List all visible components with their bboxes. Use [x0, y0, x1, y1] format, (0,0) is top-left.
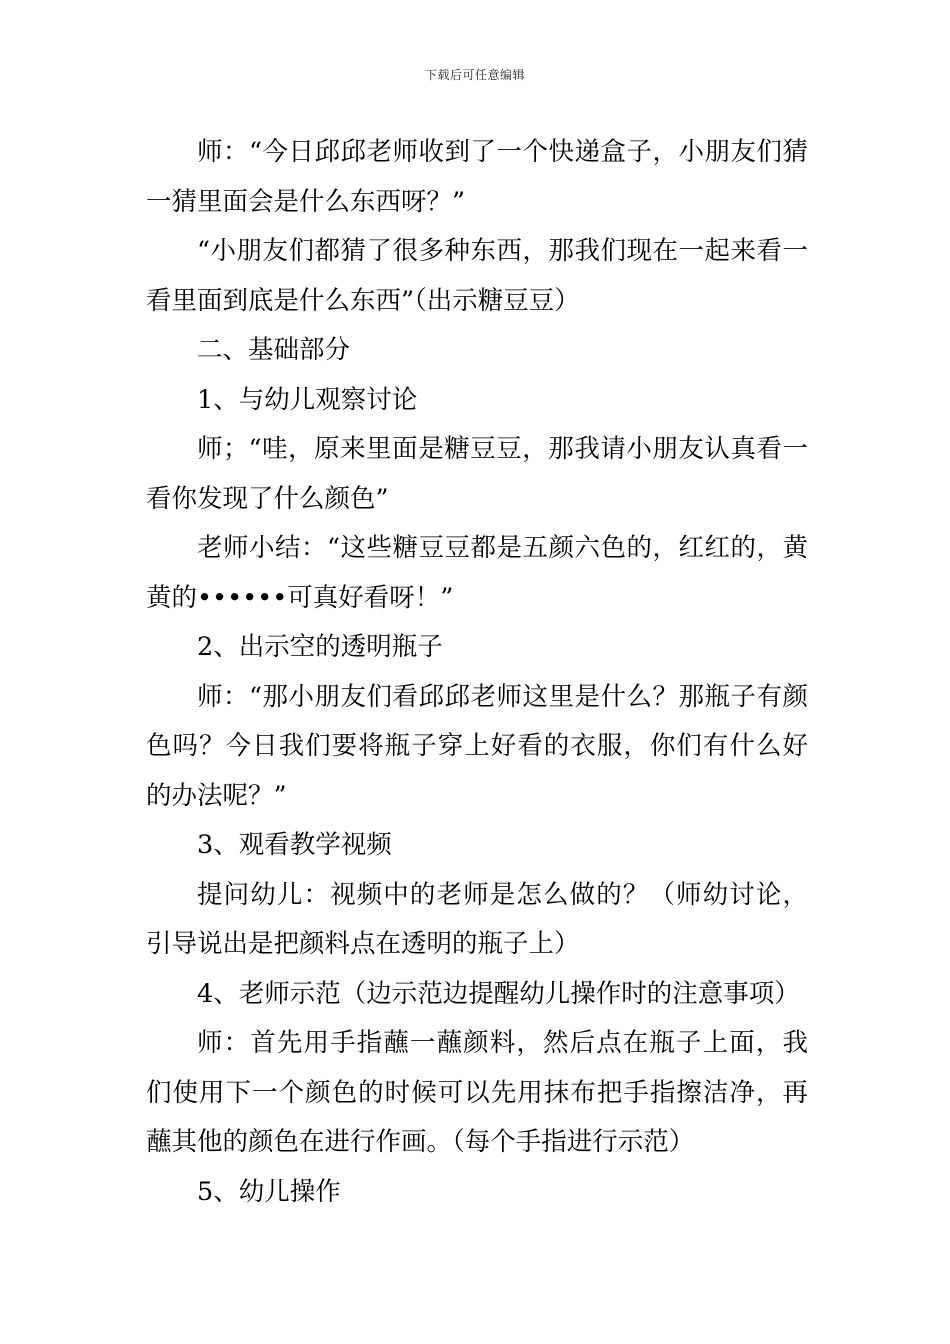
step-heading-3: 3、观看教学视频	[197, 830, 392, 860]
step-heading-5: 5、幼儿操作	[197, 1176, 341, 1207]
paragraph-demonstration: 师：首先用手指蘸一蘸颜料，然后点在瓶子上面，我们使用下一个颜色的时候可以先用抹布把手指擦洁净，再蘸其他的颜色在进行作画。（每个手指进行示范）	[146, 1028, 808, 1157]
paragraph-video-question: 提问幼儿：视频中的老师是怎么做的？（师幼讨论，引导说出是把颜料点在透明的瓶子上）	[146, 879, 808, 959]
paragraph-teacher-intro: 师：“今日邱邱老师收到了一个快递盒子，小朋友们猜一猜里面会是什么东西呀？”	[146, 137, 808, 217]
page-header: 下载后可任意编辑	[424, 68, 525, 82]
document-body	[146, 128, 808, 1217]
paragraph-bottle-question: 师：“那小朋友们看邱邱老师这里是什么？那瓶子有颜色吗？今日我们要将瓶子穿上好看的衣服，你们有什么好的办法呢？”	[146, 681, 808, 811]
step-heading-2: 2、出示空的透明瓶子	[197, 632, 443, 662]
section-heading-basic: 二、基础部分	[197, 335, 351, 365]
paragraph-observe-colors: 师；“哇，原来里面是糖豆豆，那我请小朋友认真看一看你发现了什么颜色”	[146, 434, 808, 514]
step-heading-4: 4、老师示范（边示范边提醒幼儿操作时的注意事项）	[197, 978, 800, 1009]
paragraph-show-candy: “小朋友们都猜了很多种东西，那我们现在一起来看一看里面到底是什么东西”（出示糖豆豆）	[146, 236, 808, 316]
paragraph-teacher-summary: 老师小结：“这些糖豆豆都是五颜六色的，红红的，黄黄的••••••可真好看呀！”	[146, 533, 808, 613]
step-heading-1: 1、与幼儿观察讨论	[197, 384, 418, 415]
